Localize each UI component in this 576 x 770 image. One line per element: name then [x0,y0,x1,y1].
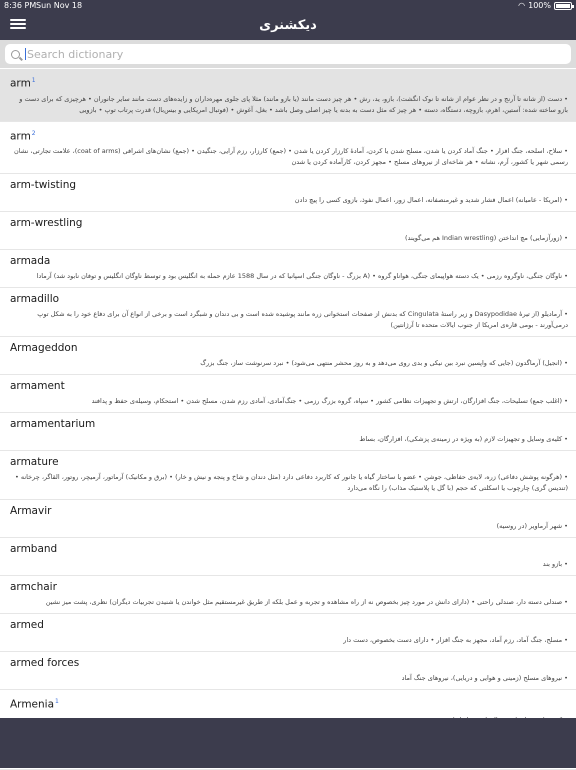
entry-word-text: armament [10,380,65,392]
status-time: 8:36 PM [4,1,37,10]
list-item[interactable] [0,288,576,337]
entry-word [10,580,568,595]
list-item[interactable] [0,413,576,451]
entry-word-text: Armageddon [10,342,78,354]
list-item[interactable] [0,250,576,288]
battery-icon [554,2,572,10]
page-title: دیکشنری [259,18,317,33]
entry-word-text: armadillo [10,293,60,305]
entry-word-text: arm [10,77,31,90]
entry-definition: • کلیه‌ی وسایل و تجهیزات لازم (به ویژه در زمینه‌ی پزشکی)، افزارگان، بساط [359,435,568,443]
entry-word [10,254,568,269]
entry-word [10,216,568,231]
status-date: Sun Nov 18 [36,1,83,10]
entry-word-text: armband [10,543,58,555]
entry-definition: • (انجیل) آرماگدون (جایی که واپسین نبرد بین نیکی و بدی روی می‌دهد و به روز محشر منتهی می‌شود) • نبرد سرنوشت ساز، جنگ بزرگ [200,359,568,367]
entry-word [10,178,568,193]
list-item[interactable] [0,451,576,500]
entry-definition: • (اغلب جمع) تسلیحات، جنگ افزارگان، ارتش و تجهیزات نظامی کشور • سپاه، گروه بزرگ رزمی • جنگ‌آمادی، آمادی رزم شدن، مسلح شدن • استحکام، وسیله‌ی حفظ و پدافند [91,397,568,405]
entry-homonym-number: 2 [31,129,36,137]
status-bar [0,0,576,12]
entry-word [10,455,568,470]
entry-word-text: armed [10,619,44,631]
entry-definition: • سلاح، اسلحه، جنگ افزار • جنگ آماد کردن یا شدن، مسلح شدن یا کردن، آمادهٔ کارزار کردن یا شدن • (جمع) کارزار، رزم آرایی، جنگیدن • (جمع) نشان‌های اشرافی (coat of arms)، علامت تجارتی، نشان رسمی شهر یا کشور، آرم، نشانه • هر شاخه‌ای از نیروهای مسلح • مجهز کردن، کارآماده کردن یا شدن [13,147,568,166]
list-item[interactable] [0,174,576,212]
entry-definition: • آرمادیلو (از تیرهٔ Dasypodidae و زیر راستهٔ Cingulata که بدنش از صفحات استخوانی زره مانند پوشیده شده است و بی دندان و شبگرد است و برخی از انواع آن برای دفاع خود را به شکل توپ درمی‌آورند - بومی قاره‌ی امریکا از جنوب ایالات متحده تا آرژانتین) [37,310,568,329]
list-item[interactable] [0,538,576,576]
search-box[interactable] [5,44,571,64]
list-item[interactable] [0,652,576,690]
entry-word [10,126,568,145]
entry-word-text: arm [10,130,31,142]
list-item[interactable] [0,614,576,652]
entry-definition: • شهر آرماویر (در روسیه) [496,522,568,530]
entry-word [10,379,568,394]
entry-word [10,656,568,671]
entry-word [10,417,568,432]
entry-definition: • (زورآزمایی) مچ انداختن (Indian wrestling هم می‌گویند) [405,234,568,242]
entry-definition: • نیروهای مسلح (زمینی و هوایی و دریایی)، نیروهای جنگ آماد [401,674,568,682]
entry-word [10,694,568,713]
list-item[interactable] [0,122,576,175]
entry-word [10,73,568,92]
list-item[interactable] [0,375,576,413]
entry-homonym-number: 1 [31,77,36,84]
entry-word-text: Armenia [10,698,55,711]
entry-word-text: armchair [10,581,57,593]
entry-definition: • (امریکا - عامیانه) اعمال فشار شدید و غیرمنصفانه، اعمال زور، اعمال نفوذ، بازوی کسی را پیچ دادن [294,196,568,204]
entry-word [10,292,568,307]
entry-definition: • (هرگونه پوشش دفاعی) زره، لایه‌ی حفاظی، جوشن • عضو یا ساختار گیاه یا جانور که کاربرد دفاعی دارد (مثل دندان و شاخ و پنجه و نیش و خار) • (برق و مکانیک) آرماتور، آرمیچر، روتور، القاگر، چرخانه • (تندیس گری) چارچوب یا اسکلتی که حجم (با گل یا پلاستیک مذاب) را نگاه می‌دارد [14,473,568,492]
search-input[interactable] [27,48,571,61]
entry-homonym-number: 1 [55,698,59,705]
search-icon [11,50,20,59]
entry-word-text: armed forces [10,657,80,669]
wifi-icon: ◠ [518,1,526,10]
entry-word [10,341,568,356]
entry-word-text: Armavir [10,505,52,517]
list-item[interactable] [0,337,576,375]
text-caret [25,48,26,60]
entry-word [10,504,568,519]
search-bar [0,40,576,68]
dictionary-list[interactable] [0,69,576,718]
battery-percent: 100% [528,1,551,10]
bottom-bar [0,718,576,768]
entry-word-text: armature [10,456,59,468]
entry-word-text: armada [10,255,51,267]
list-item[interactable] [0,500,576,538]
status-right [518,1,572,10]
list-item[interactable] [0,212,576,250]
entry-word-text: arm-twisting [10,179,77,191]
nav-bar [0,12,576,40]
entry-definition: • دست (از شانه تا آرنج و در نظر عوام از شانه تا نوک انگشت)، بازو، ید، رش • هر چیز دست مانند (یا بازو مانند) مثلا پای جلوی مهره‌داران و زایده‌های دست مانند سایر جانوران • هرچیزی که برای دست و بازو ساخته شده: آستین، اهرم، بازوچه، دستگاه، دسته • هر چیز که مثل دست به بدنه یا چیز اصلی وصل باشد • بغل، آغوش • (فوتبال امریکایی و بیس‌بال) قدرت پرتاب توپ • بازویی [19,94,568,114]
list-item[interactable] [0,576,576,614]
entry-word-text: arm-wrestling [10,217,83,229]
entry-word [10,618,568,633]
entry-definition: • صندلی دسته دار، صندلی راحتی • (دارای دانش در مورد چیز بخصوص نه از راه مشاهده و تجربه و عمل بلکه از طریق غیرمستقیم مثل خواندن یا شنیدن تجربیات دیگران) نظری، پشت میز نشین [45,598,568,606]
list-item[interactable] [0,69,576,122]
entry-definition: • مسلح، جنگ آماد، رزم آماد، مجهز به جنگ افزار • دارای دست بخصوص، دست دار [343,636,568,644]
entry-definition: • بازو بند [542,560,568,568]
battery-fill [556,4,570,8]
entry-definition: • ناوگان جنگی، ناوگروه رزمی • یک دسته هواپیمای جنگی، هواناو گروه • (A بزرگ - ناوگان جنگی اسپانیا که در سال 1588 عازم حمله به انگلیس بود و توسط ناوگان انگلیس و توفان نابود شد) آرمادا [36,272,568,280]
entry-word-text: armamentarium [10,418,96,430]
entry-word [10,542,568,557]
